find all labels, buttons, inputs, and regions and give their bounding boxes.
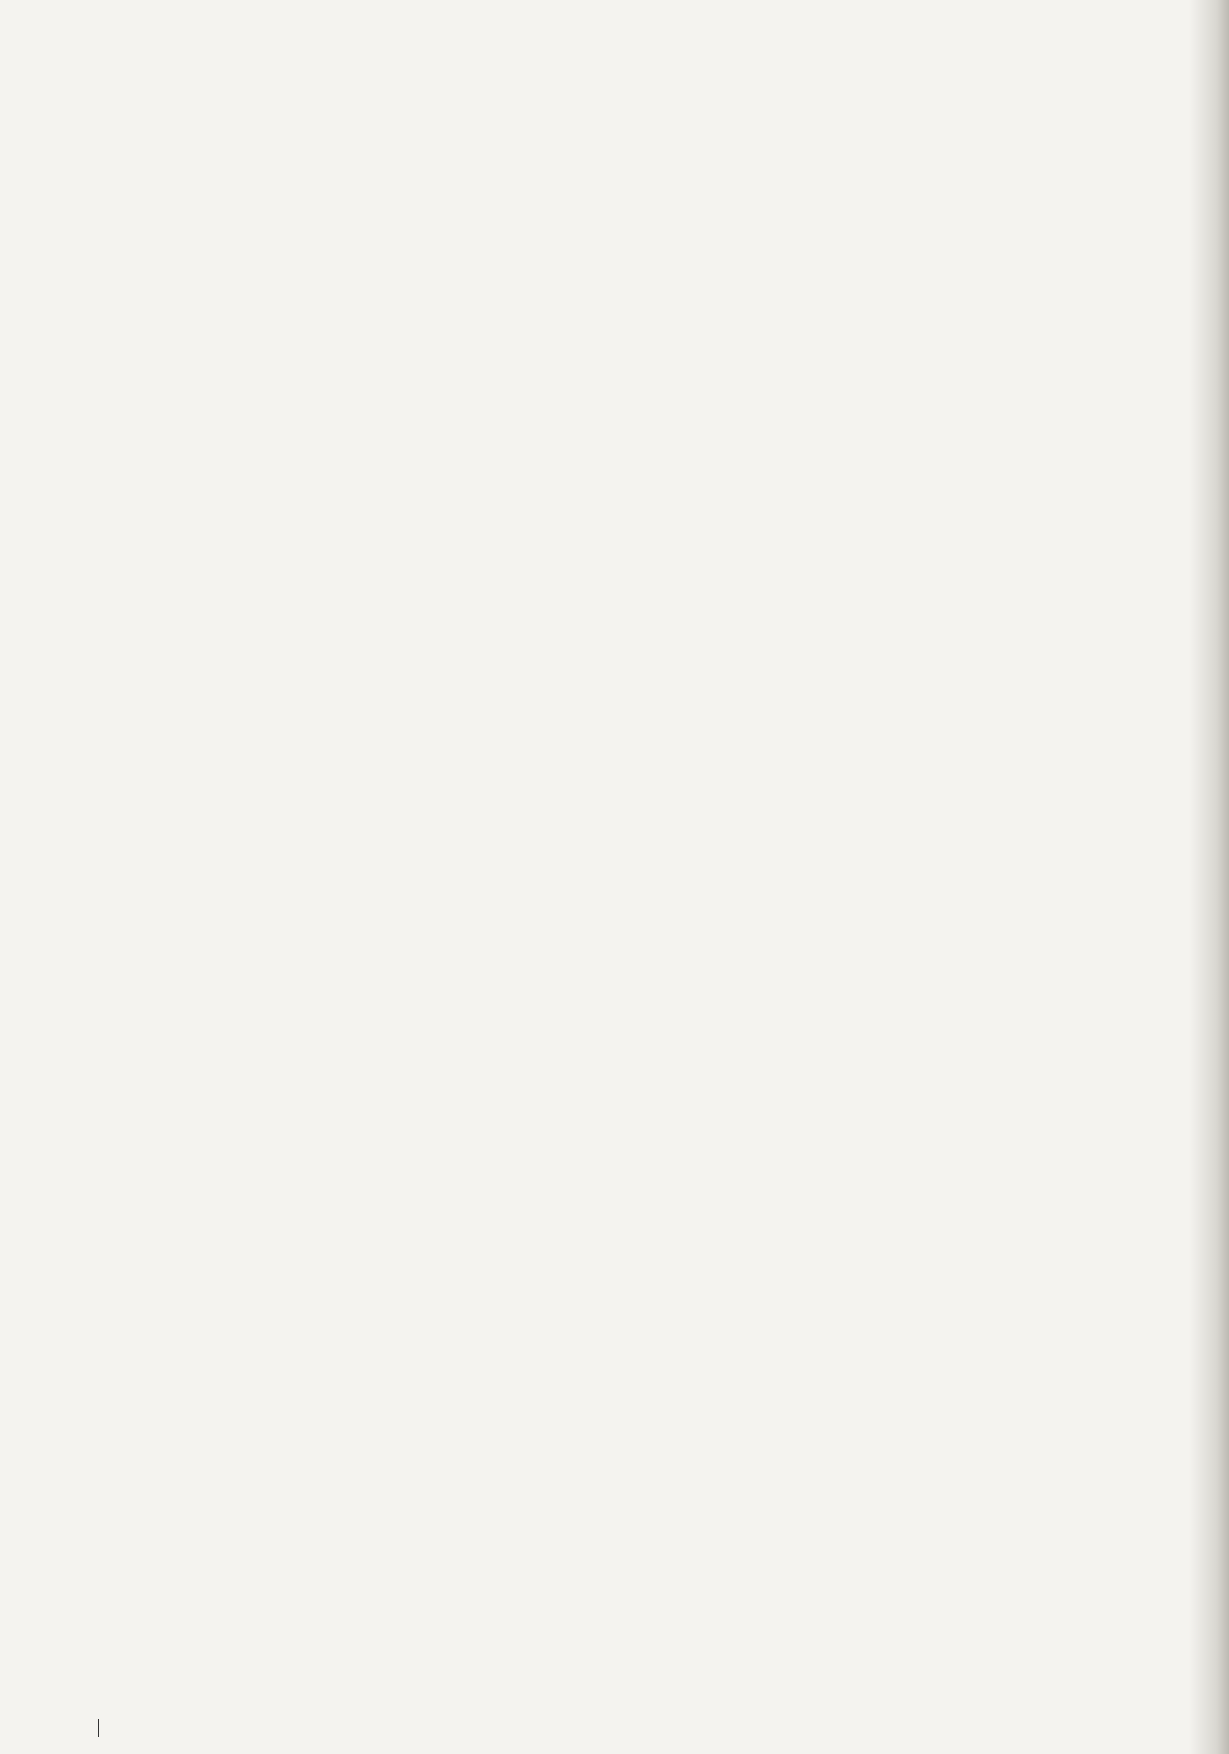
ornament-row-bottom <box>90 1664 1130 1692</box>
page-footer <box>90 1719 107 1737</box>
page-edge-shadow <box>1189 0 1229 1754</box>
ornament-row-top <box>90 78 1130 106</box>
left-column <box>90 148 622 156</box>
footer-divider <box>98 1719 99 1737</box>
right-column <box>628 148 1160 156</box>
